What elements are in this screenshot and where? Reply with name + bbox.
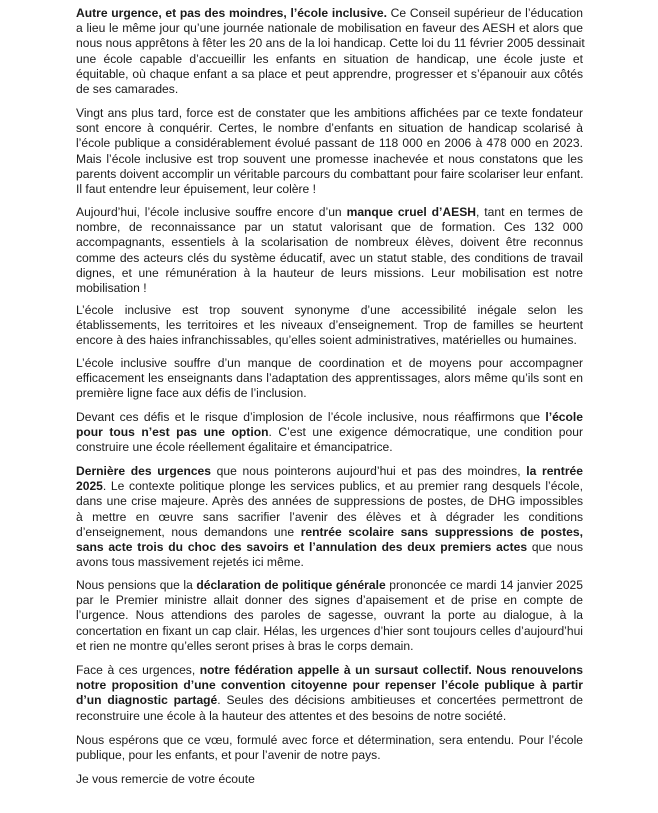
text-line — [76, 121, 583, 136]
text-line — [76, 578, 583, 593]
text-run: sont encore à conquérir. Certes, le nombre d’enfants en situation de handicap scolarisé à — [76, 121, 583, 136]
text-line — [76, 624, 583, 639]
text-line — [76, 67, 583, 82]
text-run: une école capable d’accueillir les enfants en situation de handicap, une école juste et — [76, 51, 583, 66]
paragraph-inclusive-school-intro — [76, 6, 583, 97]
text-line — [76, 494, 583, 509]
text-line — [76, 281, 583, 296]
paragraph-thanks — [76, 772, 583, 787]
text-line — [76, 235, 583, 250]
text-run: dans une crise majeure. Après des années de suppressions de postes, de DHG impossibles — [76, 494, 583, 509]
paragraph-twenty-years-later — [76, 106, 583, 197]
text-run: que nous — [527, 540, 583, 555]
text-run: dignes, et une rémunération à la hauteur de leurs missions. Leur mobilisation est notre — [76, 265, 583, 280]
text-line — [76, 593, 583, 608]
text-line — [76, 205, 583, 220]
text-run: Aujourd’hui, l’école inclusive souffre encore d’un — [76, 205, 347, 219]
text-run: Ce Conseil supérieur de l’éducation — [386, 6, 583, 20]
text-run: . C’est une exigence démocratique, une condition pour — [268, 425, 583, 440]
text-line — [76, 220, 583, 235]
bold-text-run: pour tous n’est pas une option — [76, 425, 269, 440]
text-run: Devant ces défis et le risque d’implosion de l’école inclusive, nous réaffirmons que — [76, 410, 546, 424]
text-line — [76, 525, 583, 540]
paragraph-call-to-action — [76, 663, 583, 724]
bold-text-run: Dernière des urgences — [76, 464, 212, 478]
text-line — [76, 464, 583, 479]
text-run: à mettre en œuvre sans sacrifier l’avenir des élèves et à dégrader les conditions — [76, 509, 583, 524]
text-line — [76, 479, 583, 494]
text-line — [76, 510, 583, 525]
text-run: . Seules des décisions ambitieuses et concertées permettront de — [217, 693, 583, 708]
text-run: Mais l’école inclusive est trop souvent une promesse inachevée et nous constatons que les — [76, 151, 583, 166]
paragraph-rentree-2025 — [76, 464, 583, 570]
paragraph-closing-wish — [76, 733, 583, 763]
text-line — [76, 136, 583, 151]
bold-text-run: manque cruel d’AESH — [346, 205, 476, 219]
bold-text-run: sans acte trois du choc des savoirs et l’annulation des deux premiers actes — [76, 540, 528, 555]
text-line — [76, 318, 583, 333]
text-line — [76, 106, 583, 121]
text-line — [76, 333, 583, 348]
text-line — [76, 693, 583, 708]
text-run: établissements, les territoires et les niveaux d’enseignement. Trop de familles se heurtent — [76, 318, 583, 333]
text-run: avons tous massivement rejetés ici même. — [76, 555, 304, 570]
text-run: nombre, de reconnaissance par un statut valorisant que de formation. Ces 132 000 — [76, 220, 583, 235]
text-run: a lieu le même jour qu’une journée nationale de mobilisation en faveur des AESH et alors que — [76, 21, 583, 36]
bold-text-run: l’école — [545, 410, 583, 424]
text-line — [76, 167, 583, 182]
text-line — [76, 733, 583, 748]
text-run: L’école inclusive souffre d’un manque de coordination et de moyens pour accompagner — [76, 356, 583, 370]
text-run: l’urgence. Nous attendions des paroles de sagesse, ouvrant la porte au dialogue, à la — [76, 608, 583, 623]
text-run: accompagnants, essentiels à la scolarisation de nombreux élèves, doivent être reconnus — [76, 235, 583, 250]
paragraph-school-for-all — [76, 410, 583, 456]
text-run: encore à des haies infranchissables, qu’elles soient administratives, matérielles ou humaines. — [76, 333, 577, 348]
text-line — [76, 639, 583, 654]
paragraph-general-policy-statement — [76, 578, 583, 654]
paragraph-aesh-shortage — [76, 205, 583, 296]
text-run: parents doivent accomplir un véritable parcours du combattant pour faire scolariser leur enfant. — [76, 166, 584, 181]
text-line — [76, 555, 583, 570]
bold-text-run: déclaration de politique générale — [196, 578, 386, 592]
text-run: , tant en termes de — [476, 205, 584, 219]
text-run: . Le contexte politique plonge les services publics, et au premier rang desquels l’école, — [102, 479, 583, 494]
text-line — [76, 371, 583, 386]
text-run: d’enseignement, nous demandons une — [76, 524, 301, 539]
text-run: Il faut entendre leur épuisement, leur colère ! — [76, 182, 316, 197]
text-run: Nous espérons que ce vœu, formulé avec force et détermination, sera entendu. Pour l’école — [76, 733, 583, 747]
text-line — [76, 82, 583, 97]
text-line — [76, 303, 583, 318]
text-run: première ligne face aux défis de l’inclusion. — [76, 386, 307, 401]
bold-text-run: d’un diagnostic partagé — [76, 693, 218, 708]
text-run: publique, pour les enfants, et pour l’avenir de notre pays. — [76, 748, 381, 763]
text-line — [76, 772, 583, 787]
text-line — [76, 748, 583, 763]
text-run: équitable, où chaque enfant a sa place et peut apprendre, progresser et s’épanouir aux côtés — [76, 66, 583, 81]
text-run: Vingt ans plus tard, force est de constater que les ambitions affichées par ce texte fondateur — [76, 106, 583, 120]
text-run: construire une école réellement égalitaire et émancipatrice. — [76, 440, 393, 455]
text-run: que nous pointerons aujourd’hui et pas des moindres, — [211, 464, 527, 478]
text-line — [76, 663, 583, 678]
text-line — [76, 266, 583, 281]
text-run: Je vous remercie de votre écoute — [76, 772, 255, 786]
text-run: par le Premier ministre allait donner des signes d’apaisement et de prise en compte de — [76, 593, 583, 608]
text-line — [76, 440, 583, 455]
text-run: mobilisation ! — [76, 281, 147, 296]
text-run: reconstruire une école à la hauteur des attentes et des besoins de notre société. — [76, 708, 507, 723]
paragraph-coordination-lack — [76, 356, 583, 402]
text-run: comme des acteurs clés du système éducatif, avec un statut stable, des conditions de travail — [76, 250, 583, 265]
text-line — [76, 540, 583, 555]
text-line — [76, 356, 583, 371]
text-run: de ses camarades. — [76, 82, 179, 97]
text-line — [76, 6, 583, 21]
text-line — [76, 709, 583, 724]
text-line — [76, 52, 583, 67]
text-run: efficacement les enseignants dans l’adaptation des apprentissages, alors même qu’ils sont en — [76, 371, 583, 386]
text-line — [76, 386, 583, 401]
text-run: Face à ces urgences, — [76, 663, 200, 677]
text-run: concertation en fixant un cap clair. Hélas, les urgences d’hier sont toujours celles d’aujourd’hui — [76, 623, 583, 638]
text-line — [76, 608, 583, 623]
bold-text-run: 2025 — [76, 479, 103, 494]
text-line — [76, 425, 583, 440]
text-line — [76, 678, 583, 693]
text-line — [76, 182, 583, 197]
text-line — [76, 36, 583, 51]
bold-text-run: la rentrée — [526, 464, 583, 478]
bold-text-run: notre fédération appelle à un sursaut collectif. Nous renouvelons — [199, 663, 584, 677]
bold-text-run: Autre urgence, et pas des moindres, l’école inclusive. — [76, 6, 387, 20]
text-line — [76, 152, 583, 167]
bold-text-run: notre proposition d’une convention citoyenne pour repenser l’école publique à partir — [76, 678, 583, 693]
text-run: Nous pensions que la — [76, 578, 197, 592]
text-line — [76, 410, 583, 425]
text-run: et rien ne montre qu’elles seront prises à bras le corps demain. — [76, 638, 414, 653]
text-line — [76, 251, 583, 266]
text-run: L’école inclusive est trop souvent synonyme d’une accessibilité inégale selon les — [76, 303, 583, 317]
text-line — [76, 21, 583, 36]
text-run: nous nous apprêtons à fêter les 20 ans de la loi handicap. Cette loi du 11 février 2005 dessinait — [76, 36, 585, 51]
text-run: l’école publique a considérablement évolué passant de 118 000 en 2006 à 478 000 en 2023. — [76, 136, 583, 151]
bold-text-run: rentrée scolaire sans suppressions de postes, — [300, 524, 583, 539]
text-run: prononcée ce mardi 14 janvier 2025 — [385, 578, 583, 592]
paragraph-unequal-accessibility — [76, 303, 583, 349]
